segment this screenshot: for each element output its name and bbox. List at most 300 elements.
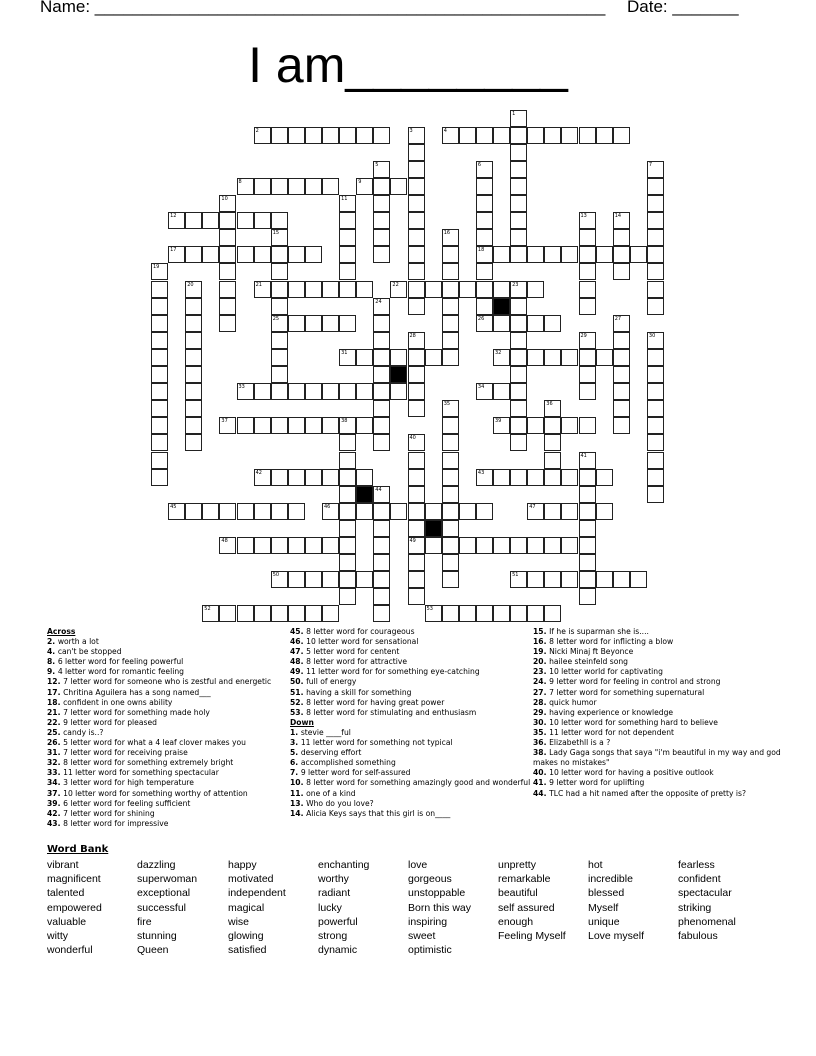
grid-cell[interactable] bbox=[630, 246, 647, 263]
grid-cell[interactable] bbox=[151, 417, 168, 434]
grid-cell[interactable] bbox=[373, 127, 390, 144]
grid-cell[interactable] bbox=[493, 315, 510, 332]
grid-cell[interactable] bbox=[476, 503, 493, 520]
grid-cell[interactable] bbox=[442, 315, 459, 332]
grid-cell[interactable] bbox=[647, 229, 664, 246]
grid-cell[interactable] bbox=[613, 315, 630, 332]
grid-cell[interactable] bbox=[544, 417, 561, 434]
grid-cell[interactable] bbox=[339, 417, 356, 434]
grid-cell[interactable] bbox=[579, 246, 596, 263]
grid-cell[interactable] bbox=[510, 383, 527, 400]
grid-cell[interactable] bbox=[613, 127, 630, 144]
grid-cell[interactable] bbox=[373, 315, 390, 332]
grid-cell[interactable] bbox=[271, 298, 288, 315]
grid-cell[interactable] bbox=[271, 383, 288, 400]
grid-cell[interactable] bbox=[579, 588, 596, 605]
grid-cell[interactable] bbox=[510, 195, 527, 212]
grid-cell[interactable] bbox=[322, 469, 339, 486]
grid-cell[interactable] bbox=[527, 246, 544, 263]
grid-cell[interactable] bbox=[476, 263, 493, 280]
grid-cell[interactable] bbox=[408, 298, 425, 315]
grid-cell[interactable] bbox=[237, 246, 254, 263]
grid-cell[interactable] bbox=[408, 366, 425, 383]
grid-cell[interactable] bbox=[339, 246, 356, 263]
grid-cell[interactable] bbox=[442, 554, 459, 571]
grid-cell[interactable] bbox=[510, 400, 527, 417]
grid-cell[interactable] bbox=[373, 195, 390, 212]
grid-cell[interactable] bbox=[579, 520, 596, 537]
grid-cell[interactable] bbox=[579, 281, 596, 298]
grid-cell[interactable] bbox=[271, 178, 288, 195]
grid-cell[interactable] bbox=[271, 503, 288, 520]
grid-cell[interactable] bbox=[425, 503, 442, 520]
grid-cell[interactable] bbox=[288, 469, 305, 486]
grid-cell[interactable] bbox=[305, 383, 322, 400]
grid-cell[interactable] bbox=[237, 383, 254, 400]
grid-cell[interactable] bbox=[579, 332, 596, 349]
grid-cell[interactable] bbox=[219, 263, 236, 280]
grid-cell[interactable] bbox=[493, 605, 510, 622]
grid-cell[interactable] bbox=[459, 605, 476, 622]
date-field[interactable]: Date: _______ bbox=[627, 0, 739, 16]
grid-cell[interactable] bbox=[305, 315, 322, 332]
grid-cell[interactable] bbox=[408, 229, 425, 246]
grid-cell[interactable] bbox=[442, 298, 459, 315]
grid-cell[interactable] bbox=[305, 246, 322, 263]
grid-cell[interactable] bbox=[408, 281, 425, 298]
grid-cell[interactable] bbox=[271, 349, 288, 366]
grid-cell[interactable] bbox=[408, 383, 425, 400]
grid-cell[interactable] bbox=[510, 144, 527, 161]
grid-cell[interactable] bbox=[408, 195, 425, 212]
grid-cell[interactable] bbox=[442, 349, 459, 366]
grid-cell[interactable] bbox=[647, 332, 664, 349]
grid-cell[interactable] bbox=[442, 452, 459, 469]
grid-cell[interactable] bbox=[373, 400, 390, 417]
grid-cell[interactable] bbox=[373, 229, 390, 246]
grid-cell[interactable] bbox=[151, 349, 168, 366]
grid-cell[interactable] bbox=[544, 315, 561, 332]
grid-cell[interactable] bbox=[647, 417, 664, 434]
grid-cell[interactable] bbox=[339, 571, 356, 588]
grid-cell[interactable] bbox=[613, 246, 630, 263]
grid-cell[interactable] bbox=[373, 332, 390, 349]
grid-cell[interactable] bbox=[390, 349, 407, 366]
grid-cell[interactable] bbox=[544, 605, 561, 622]
grid-cell[interactable] bbox=[305, 178, 322, 195]
grid-cell[interactable] bbox=[254, 417, 271, 434]
grid-cell[interactable] bbox=[613, 366, 630, 383]
grid-cell[interactable] bbox=[527, 571, 544, 588]
grid-cell[interactable] bbox=[339, 383, 356, 400]
grid-cell[interactable] bbox=[339, 537, 356, 554]
grid-cell[interactable] bbox=[237, 212, 254, 229]
grid-cell[interactable] bbox=[288, 503, 305, 520]
grid-cell[interactable] bbox=[544, 400, 561, 417]
grid-cell[interactable] bbox=[356, 383, 373, 400]
grid-cell[interactable] bbox=[254, 605, 271, 622]
grid-cell[interactable] bbox=[151, 298, 168, 315]
grid-cell[interactable] bbox=[373, 537, 390, 554]
grid-cell[interactable] bbox=[271, 229, 288, 246]
grid-cell[interactable] bbox=[322, 417, 339, 434]
grid-cell[interactable] bbox=[442, 229, 459, 246]
grid-cell[interactable] bbox=[151, 281, 168, 298]
grid-cell[interactable] bbox=[356, 281, 373, 298]
grid-cell[interactable] bbox=[219, 537, 236, 554]
grid-cell[interactable] bbox=[339, 469, 356, 486]
grid-cell[interactable] bbox=[579, 417, 596, 434]
grid-cell[interactable] bbox=[408, 178, 425, 195]
grid-cell[interactable] bbox=[356, 503, 373, 520]
grid-cell[interactable] bbox=[510, 434, 527, 451]
grid-cell[interactable] bbox=[579, 366, 596, 383]
grid-cell[interactable] bbox=[254, 469, 271, 486]
grid-cell[interactable] bbox=[356, 571, 373, 588]
grid-cell[interactable] bbox=[493, 383, 510, 400]
grid-cell[interactable] bbox=[219, 298, 236, 315]
grid-cell[interactable] bbox=[442, 537, 459, 554]
grid-cell[interactable] bbox=[373, 520, 390, 537]
grid-cell[interactable] bbox=[185, 298, 202, 315]
grid-cell[interactable] bbox=[202, 503, 219, 520]
grid-cell[interactable] bbox=[510, 366, 527, 383]
grid-cell[interactable] bbox=[151, 366, 168, 383]
grid-cell[interactable] bbox=[579, 486, 596, 503]
grid-cell[interactable] bbox=[271, 212, 288, 229]
grid-cell[interactable] bbox=[476, 537, 493, 554]
grid-cell[interactable] bbox=[373, 298, 390, 315]
grid-cell[interactable] bbox=[151, 315, 168, 332]
grid-cell[interactable] bbox=[356, 127, 373, 144]
grid-cell[interactable] bbox=[544, 349, 561, 366]
grid-cell[interactable] bbox=[339, 212, 356, 229]
grid-cell[interactable] bbox=[442, 571, 459, 588]
grid-cell[interactable] bbox=[647, 298, 664, 315]
grid-cell[interactable] bbox=[254, 537, 271, 554]
grid-cell[interactable] bbox=[579, 349, 596, 366]
grid-cell[interactable] bbox=[408, 537, 425, 554]
grid-cell[interactable] bbox=[579, 212, 596, 229]
grid-cell[interactable] bbox=[476, 281, 493, 298]
grid-cell[interactable] bbox=[647, 195, 664, 212]
grid-cell[interactable] bbox=[425, 281, 442, 298]
grid-cell[interactable] bbox=[271, 263, 288, 280]
grid-cell[interactable] bbox=[254, 212, 271, 229]
grid-cell[interactable] bbox=[356, 417, 373, 434]
grid-cell[interactable] bbox=[647, 263, 664, 280]
grid-cell[interactable] bbox=[373, 503, 390, 520]
grid-cell[interactable] bbox=[339, 229, 356, 246]
grid-cell[interactable] bbox=[271, 127, 288, 144]
grid-cell[interactable] bbox=[185, 212, 202, 229]
grid-cell[interactable] bbox=[408, 571, 425, 588]
grid-cell[interactable] bbox=[373, 605, 390, 622]
grid-cell[interactable] bbox=[219, 417, 236, 434]
grid-cell[interactable] bbox=[544, 452, 561, 469]
grid-cell[interactable] bbox=[151, 332, 168, 349]
grid-cell[interactable] bbox=[373, 246, 390, 263]
grid-cell[interactable] bbox=[339, 315, 356, 332]
grid-cell[interactable] bbox=[305, 127, 322, 144]
grid-cell[interactable] bbox=[202, 246, 219, 263]
grid-cell[interactable] bbox=[339, 452, 356, 469]
grid-cell[interactable] bbox=[476, 229, 493, 246]
grid-cell[interactable] bbox=[647, 400, 664, 417]
grid-cell[interactable] bbox=[647, 281, 664, 298]
grid-cell[interactable] bbox=[185, 281, 202, 298]
grid-cell[interactable] bbox=[510, 571, 527, 588]
grid-cell[interactable] bbox=[408, 588, 425, 605]
grid-cell[interactable] bbox=[544, 434, 561, 451]
grid-cell[interactable] bbox=[561, 246, 578, 263]
grid-cell[interactable] bbox=[219, 195, 236, 212]
grid-cell[interactable] bbox=[219, 246, 236, 263]
grid-cell[interactable] bbox=[322, 178, 339, 195]
grid-cell[interactable] bbox=[596, 571, 613, 588]
grid-cell[interactable] bbox=[476, 212, 493, 229]
grid-cell[interactable] bbox=[561, 469, 578, 486]
grid-cell[interactable] bbox=[579, 127, 596, 144]
grid-cell[interactable] bbox=[339, 520, 356, 537]
grid-cell[interactable] bbox=[613, 263, 630, 280]
grid-cell[interactable] bbox=[271, 281, 288, 298]
grid-cell[interactable] bbox=[408, 486, 425, 503]
grid-cell[interactable] bbox=[596, 349, 613, 366]
grid-cell[interactable] bbox=[544, 127, 561, 144]
grid-cell[interactable] bbox=[647, 212, 664, 229]
grid-cell[interactable] bbox=[647, 178, 664, 195]
grid-cell[interactable] bbox=[219, 605, 236, 622]
grid-cell[interactable] bbox=[630, 571, 647, 588]
grid-cell[interactable] bbox=[339, 588, 356, 605]
grid-cell[interactable] bbox=[288, 315, 305, 332]
grid-cell[interactable] bbox=[271, 605, 288, 622]
grid-cell[interactable] bbox=[254, 178, 271, 195]
grid-cell[interactable] bbox=[288, 281, 305, 298]
grid-cell[interactable] bbox=[408, 144, 425, 161]
grid-cell[interactable] bbox=[390, 383, 407, 400]
grid-cell[interactable] bbox=[442, 503, 459, 520]
grid-cell[interactable] bbox=[596, 127, 613, 144]
grid-cell[interactable] bbox=[305, 605, 322, 622]
grid-cell[interactable] bbox=[339, 434, 356, 451]
grid-cell[interactable] bbox=[425, 605, 442, 622]
grid-cell[interactable] bbox=[493, 469, 510, 486]
grid-cell[interactable] bbox=[476, 605, 493, 622]
grid-cell[interactable] bbox=[647, 452, 664, 469]
grid-cell[interactable] bbox=[442, 434, 459, 451]
grid-cell[interactable] bbox=[476, 383, 493, 400]
grid-cell[interactable] bbox=[373, 417, 390, 434]
grid-cell[interactable] bbox=[185, 315, 202, 332]
grid-cell[interactable] bbox=[254, 503, 271, 520]
grid-cell[interactable] bbox=[579, 554, 596, 571]
grid-cell[interactable] bbox=[339, 486, 356, 503]
grid-cell[interactable] bbox=[459, 127, 476, 144]
grid-cell[interactable] bbox=[168, 246, 185, 263]
grid-cell[interactable] bbox=[322, 571, 339, 588]
grid-cell[interactable] bbox=[151, 434, 168, 451]
grid-cell[interactable] bbox=[408, 469, 425, 486]
grid-cell[interactable] bbox=[493, 537, 510, 554]
grid-cell[interactable] bbox=[408, 212, 425, 229]
grid-cell[interactable] bbox=[305, 469, 322, 486]
grid-cell[interactable] bbox=[527, 127, 544, 144]
grid-cell[interactable] bbox=[442, 263, 459, 280]
grid-cell[interactable] bbox=[390, 503, 407, 520]
grid-cell[interactable] bbox=[579, 571, 596, 588]
grid-cell[interactable] bbox=[442, 281, 459, 298]
grid-cell[interactable] bbox=[544, 503, 561, 520]
grid-cell[interactable] bbox=[493, 281, 510, 298]
grid-cell[interactable] bbox=[510, 161, 527, 178]
grid-cell[interactable] bbox=[442, 605, 459, 622]
grid-cell[interactable] bbox=[561, 537, 578, 554]
grid-cell[interactable] bbox=[288, 127, 305, 144]
grid-cell[interactable] bbox=[288, 383, 305, 400]
grid-cell[interactable] bbox=[254, 383, 271, 400]
grid-cell[interactable] bbox=[373, 161, 390, 178]
grid-cell[interactable] bbox=[561, 571, 578, 588]
grid-cell[interactable] bbox=[408, 400, 425, 417]
grid-cell[interactable] bbox=[476, 469, 493, 486]
grid-cell[interactable] bbox=[219, 281, 236, 298]
grid-cell[interactable] bbox=[168, 212, 185, 229]
grid-cell[interactable] bbox=[476, 246, 493, 263]
grid-cell[interactable] bbox=[322, 281, 339, 298]
grid-cell[interactable] bbox=[527, 537, 544, 554]
name-field[interactable]: Name: ______________________________________________________ bbox=[40, 0, 606, 16]
grid-cell[interactable] bbox=[408, 434, 425, 451]
grid-cell[interactable] bbox=[510, 246, 527, 263]
grid-cell[interactable] bbox=[476, 178, 493, 195]
grid-cell[interactable] bbox=[237, 178, 254, 195]
grid-cell[interactable] bbox=[647, 349, 664, 366]
grid-cell[interactable] bbox=[579, 469, 596, 486]
grid-cell[interactable] bbox=[151, 400, 168, 417]
grid-cell[interactable] bbox=[613, 400, 630, 417]
grid-cell[interactable] bbox=[442, 417, 459, 434]
grid-cell[interactable] bbox=[510, 537, 527, 554]
grid-cell[interactable] bbox=[596, 469, 613, 486]
grid-cell[interactable] bbox=[373, 571, 390, 588]
grid-cell[interactable] bbox=[510, 127, 527, 144]
grid-cell[interactable] bbox=[219, 315, 236, 332]
grid-cell[interactable] bbox=[373, 554, 390, 571]
grid-cell[interactable] bbox=[339, 127, 356, 144]
grid-cell[interactable] bbox=[544, 246, 561, 263]
grid-cell[interactable] bbox=[288, 571, 305, 588]
grid-cell[interactable] bbox=[544, 537, 561, 554]
grid-cell[interactable] bbox=[613, 417, 630, 434]
grid-cell[interactable] bbox=[271, 332, 288, 349]
grid-cell[interactable] bbox=[510, 212, 527, 229]
grid-cell[interactable] bbox=[185, 400, 202, 417]
grid-cell[interactable] bbox=[442, 469, 459, 486]
grid-cell[interactable] bbox=[322, 503, 339, 520]
grid-cell[interactable] bbox=[373, 588, 390, 605]
grid-cell[interactable] bbox=[185, 349, 202, 366]
grid-cell[interactable] bbox=[510, 298, 527, 315]
grid-cell[interactable] bbox=[237, 605, 254, 622]
grid-cell[interactable] bbox=[442, 520, 459, 537]
grid-cell[interactable] bbox=[493, 417, 510, 434]
grid-cell[interactable] bbox=[288, 417, 305, 434]
grid-cell[interactable] bbox=[339, 263, 356, 280]
grid-cell[interactable] bbox=[561, 503, 578, 520]
grid-cell[interactable] bbox=[510, 349, 527, 366]
grid-cell[interactable] bbox=[288, 605, 305, 622]
grid-cell[interactable] bbox=[151, 383, 168, 400]
grid-cell[interactable] bbox=[185, 366, 202, 383]
grid-cell[interactable] bbox=[527, 315, 544, 332]
grid-cell[interactable] bbox=[271, 469, 288, 486]
grid-cell[interactable] bbox=[254, 246, 271, 263]
grid-cell[interactable] bbox=[613, 349, 630, 366]
grid-cell[interactable] bbox=[408, 246, 425, 263]
grid-cell[interactable] bbox=[493, 349, 510, 366]
grid-cell[interactable] bbox=[579, 263, 596, 280]
grid-cell[interactable] bbox=[271, 315, 288, 332]
grid-cell[interactable] bbox=[185, 246, 202, 263]
grid-cell[interactable] bbox=[647, 434, 664, 451]
grid-cell[interactable] bbox=[510, 315, 527, 332]
grid-cell[interactable] bbox=[510, 110, 527, 127]
grid-cell[interactable] bbox=[237, 537, 254, 554]
grid-cell[interactable] bbox=[390, 281, 407, 298]
grid-cell[interactable] bbox=[254, 127, 271, 144]
grid-cell[interactable] bbox=[647, 383, 664, 400]
grid-cell[interactable] bbox=[408, 127, 425, 144]
grid-cell[interactable] bbox=[408, 332, 425, 349]
grid-cell[interactable] bbox=[476, 127, 493, 144]
grid-cell[interactable] bbox=[322, 537, 339, 554]
grid-cell[interactable] bbox=[322, 383, 339, 400]
grid-cell[interactable] bbox=[425, 349, 442, 366]
grid-cell[interactable] bbox=[151, 263, 168, 280]
grid-cell[interactable] bbox=[442, 332, 459, 349]
grid-cell[interactable] bbox=[322, 315, 339, 332]
grid-cell[interactable] bbox=[305, 417, 322, 434]
grid-cell[interactable] bbox=[185, 417, 202, 434]
grid-cell[interactable] bbox=[579, 229, 596, 246]
grid-cell[interactable] bbox=[510, 469, 527, 486]
grid-cell[interactable] bbox=[442, 400, 459, 417]
grid-cell[interactable] bbox=[476, 195, 493, 212]
grid-cell[interactable] bbox=[579, 452, 596, 469]
grid-cell[interactable] bbox=[339, 503, 356, 520]
grid-cell[interactable] bbox=[510, 417, 527, 434]
grid-cell[interactable] bbox=[339, 195, 356, 212]
grid-cell[interactable] bbox=[596, 503, 613, 520]
grid-cell[interactable] bbox=[510, 178, 527, 195]
grid-cell[interactable] bbox=[151, 469, 168, 486]
grid-cell[interactable] bbox=[185, 503, 202, 520]
grid-cell[interactable] bbox=[544, 469, 561, 486]
grid-cell[interactable] bbox=[271, 366, 288, 383]
grid-cell[interactable] bbox=[527, 469, 544, 486]
grid-cell[interactable] bbox=[613, 212, 630, 229]
grid-cell[interactable] bbox=[254, 281, 271, 298]
grid-cell[interactable] bbox=[322, 605, 339, 622]
grid-cell[interactable] bbox=[271, 246, 288, 263]
grid-cell[interactable] bbox=[202, 605, 219, 622]
grid-cell[interactable] bbox=[442, 246, 459, 263]
grid-cell[interactable] bbox=[613, 332, 630, 349]
grid-cell[interactable] bbox=[390, 178, 407, 195]
grid-cell[interactable] bbox=[373, 383, 390, 400]
